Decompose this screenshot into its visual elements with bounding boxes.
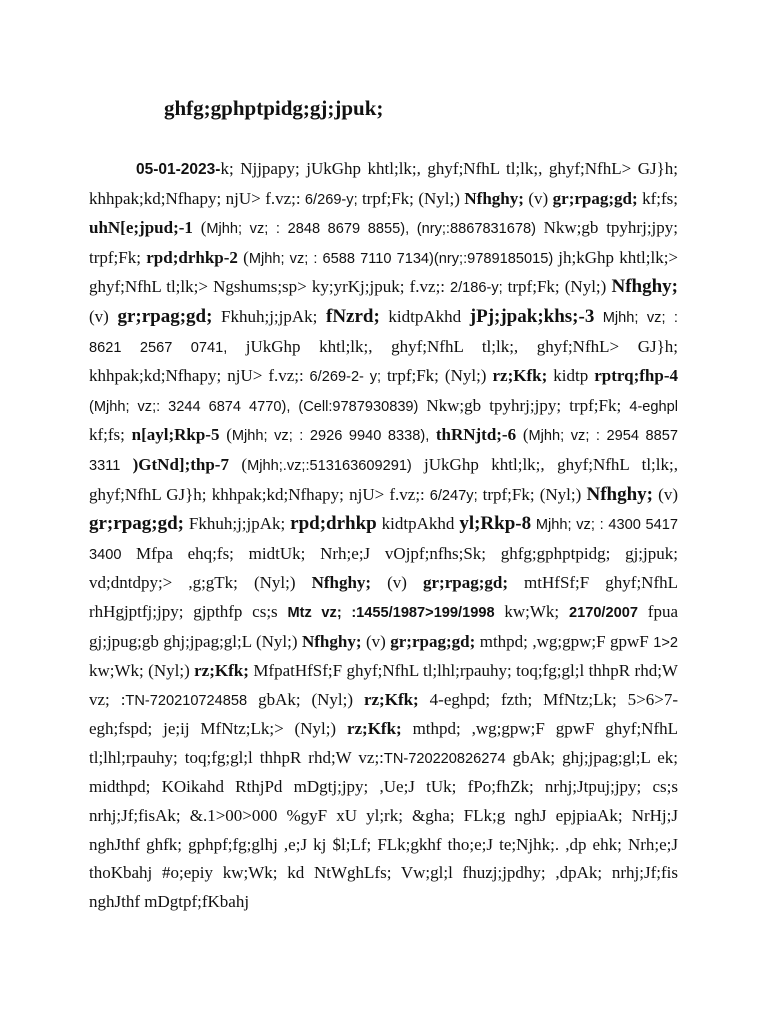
emphasized-text-run: rz;Kfk;	[346, 719, 402, 739]
text-run: MfpatHfSf;F ghyf;NfhL tl;lhl;rpauhy; toq;fg;gl;l thhpR rhd;W vz; :	[89, 661, 678, 709]
emphasized-text-run: 6/269-y;	[300, 191, 362, 208]
text-run: jh;kGhp khtl;lk;> ghyf;NfhL tl;lk;> Ngshums;sp> ky;yrKj;jpuk; f.vz;:	[89, 247, 679, 297]
emphasized-text-run: 6/247y;	[424, 487, 483, 504]
text-run: (	[237, 247, 249, 267]
text-run: (	[516, 425, 529, 445]
emphasized-text-run: rz;Kfk;	[492, 366, 548, 386]
emphasized-text-run: jPj;jpak;khs;-3	[469, 305, 595, 327]
emphasized-text-run: )GtNd];thp-7	[132, 454, 229, 474]
text-run: fpua gj;jpug;gb ghj;jpag;gl;L (Nyl;)	[89, 601, 678, 651]
text-run: kw;Wk;	[494, 601, 569, 621]
text-run: kf;fs;	[89, 425, 132, 445]
emphasized-text-run: Mjhh; vz; : 8621 2567 0741,	[89, 309, 678, 356]
emphasized-text-run: rpd;drhkp-2	[146, 247, 238, 267]
emphasized-text-run: Nfhghy;	[611, 276, 678, 298]
emphasized-text-run: gr;rpag;gd;	[390, 631, 476, 651]
emphasized-text-run: uhN[e;jpud;-1	[89, 218, 193, 238]
emphasized-text-run: thRNjtd;-6	[435, 425, 517, 445]
text-run: trpf;Fk; (Nyl;)	[361, 188, 465, 208]
text-run: gbAk; (Nyl;)	[247, 689, 364, 709]
text-run: jUkGhp khtl;lk;, ghyf;NfhL tl;lk;, ghyf;NfhL> GJ}h; khhpak;kd;Nfhapy; njU> f.vz;:	[89, 336, 678, 386]
emphasized-text-run: Mjhh;.vz;:513163609291)	[247, 457, 425, 474]
text-run: mthpd; ,wg;gpw;F gpwF	[475, 631, 654, 651]
emphasized-text-run: 6/269-2- y;	[303, 369, 387, 386]
text-run: trpf;Fk; (Nyl;)	[507, 277, 612, 297]
text-run: gbAk; ghj;jpag;gl;L ek; midthpd; KOikahd RthjPd mDgtj;jpy; ,Ue;J tUk; fPo;fhZk; nrhj;Jtpuj;jpy; cs;s nrhj;Jf;fisAk; &.1>00>000 %gyF xU yl;rk; &gha; FLk;g nghJ epjpiaAk; NrHj;J nghJthf ghfk; gphpf;fg;glhj ,e;J kj $l;Lf; FLk;gkhf tho;e;J te;Njhk;. ,dp ehk; Nrh;e;J thoKbahj #o;epiy kw;Wk; kd NtWghLfs; Vw;gl;l fhuzj;jpdhy; ,dpAk; nrhj;Jf;fis nghJthf mDgtpf;fKbahj	[89, 747, 678, 911]
text-run: kidtpAkhd	[376, 514, 460, 534]
text-run: 4-eghpd; fzth; MfNtz;Lk; 5>6>7-egh;fspd; je;ij MfNtz;Lk;> (Nyl;)	[89, 689, 679, 739]
emphasized-text-run: Nfhghy;	[464, 188, 524, 208]
emphasized-text-run: rpd;drhkp	[290, 513, 377, 535]
emphasized-text-run: Nfhghy;	[301, 631, 362, 651]
emphasized-text-run: TN-720220826274	[383, 750, 506, 767]
emphasized-text-run: rptrq;fhp-4	[594, 366, 678, 386]
text-run: kw;Wk; (Nyl;)	[89, 661, 195, 681]
emphasized-text-run: rz;Kfk;	[194, 661, 249, 681]
text-run: trpf;Fk; (Nyl;)	[386, 366, 493, 386]
text-run: kf;fs;	[637, 188, 678, 208]
text-run: (v)	[523, 188, 553, 208]
emphasized-text-run: yl;Rkp-8	[459, 513, 532, 535]
emphasized-text-run: gr;rpag;gd;	[552, 188, 638, 208]
text-run: (v)	[652, 484, 678, 504]
emphasized-text-run: Nfhghy;	[586, 483, 653, 505]
emphasized-text-run: 2/186-y;	[445, 280, 508, 297]
text-run: mthpd; ,wg;gpw;F gpwF ghyf;NfhL tl;lhl;rpauhy; toq;fg;gl;l thhpR rhd;W vz;:	[89, 719, 678, 767]
text-run: Nkw;gb tpyhrj;jpy; trpf;Fk;	[426, 395, 630, 415]
text-run: (	[228, 454, 248, 474]
text-run: k; Njjpapy; jUkGhp khtl;lk;, ghyf;NfhL tl;lk;, ghyf;NfhL> GJ}h; khhpak;kd;Nfhapy; njU> f.vz;:	[89, 159, 678, 208]
emphasized-text-run: Mjhh; vz; : 6588 7110 7134)(nry;:9789185015)	[248, 250, 559, 267]
emphasized-text-run: Mjhh; vz; : 4300 5417 3400	[89, 517, 678, 563]
text-run: kidtp	[547, 366, 595, 386]
text-run: mtHfSf;F ghyf;NfhL rhHgjptfj;jpy; gjpthfp cs;s	[89, 573, 678, 621]
emphasized-text-run: Mjhh; vz; : 2926 9940 8338),	[231, 428, 436, 445]
emphasized-text-run: fNzrd;	[326, 305, 380, 327]
emphasized-text-run: 2170/2007	[568, 604, 638, 621]
emphasized-text-run: gr;rpag;gd;	[89, 513, 184, 535]
emphasized-text-run: gr;rpag;gd;	[117, 305, 213, 327]
emphasized-text-run: rz;Kfk;	[363, 689, 419, 709]
emphasized-text-run: 05-01-2023-	[136, 161, 221, 178]
text-run: Fkhuh;j;jpAk;	[183, 514, 291, 534]
text-run: (v)	[361, 631, 391, 651]
text-run: (	[219, 425, 232, 445]
emphasized-text-run: Mjhh; vz; : 2848 8679 8855), (nry;:8867831678)	[206, 221, 544, 238]
text-run: kidtpAkhd	[379, 306, 470, 326]
text-run: Fkhuh;j;jpAk;	[212, 306, 326, 326]
document-title: ghfg;gphptpidg;gj;jpuk;	[164, 96, 384, 120]
text-run: Mfpa ehq;fs; midtUk; Nrh;e;J vOjpf;nfhs;Sk; ghfg;gphptpidg; gj;jpuk; vd;dntdpy;> ,g;gTk; (Nyl;)	[89, 543, 678, 593]
emphasized-text-run: Mjhh; vz; : 2954 8857 3311	[89, 428, 678, 474]
document-body-paragraph	[89, 155, 678, 916]
text-run: trpf;Fk; (Nyl;)	[482, 484, 587, 504]
emphasized-text-run: Nfhghy;	[311, 573, 372, 593]
text-run: (	[192, 218, 207, 238]
emphasized-text-run: 1>2	[653, 634, 678, 651]
emphasized-text-run: Mtz vz; :1455/1987>199/1998	[287, 604, 495, 621]
emphasized-text-run: TN-720210724858	[125, 692, 248, 709]
text-run: (v)	[89, 306, 118, 326]
emphasized-text-run: (Mjhh; vz;: 3244 6874 4770), (Cell:9787930839)	[89, 398, 427, 415]
emphasized-text-run: gr;rpag;gd;	[423, 573, 508, 593]
emphasized-text-run: 4-eghpl	[629, 398, 679, 415]
text-run: (v)	[371, 573, 424, 593]
emphasized-text-run: n[ayl;Rkp-5	[131, 425, 220, 445]
text-run: Nkw;gb tpyhrj;jpy; trpf;Fk;	[89, 218, 678, 267]
text-run: jUkGhp khtl;lk;, ghyf;NfhL tl;lk;, ghyf;NfhL GJ}h; khhpak;kd;Nfhapy; njU> f.vz;:	[89, 454, 678, 504]
